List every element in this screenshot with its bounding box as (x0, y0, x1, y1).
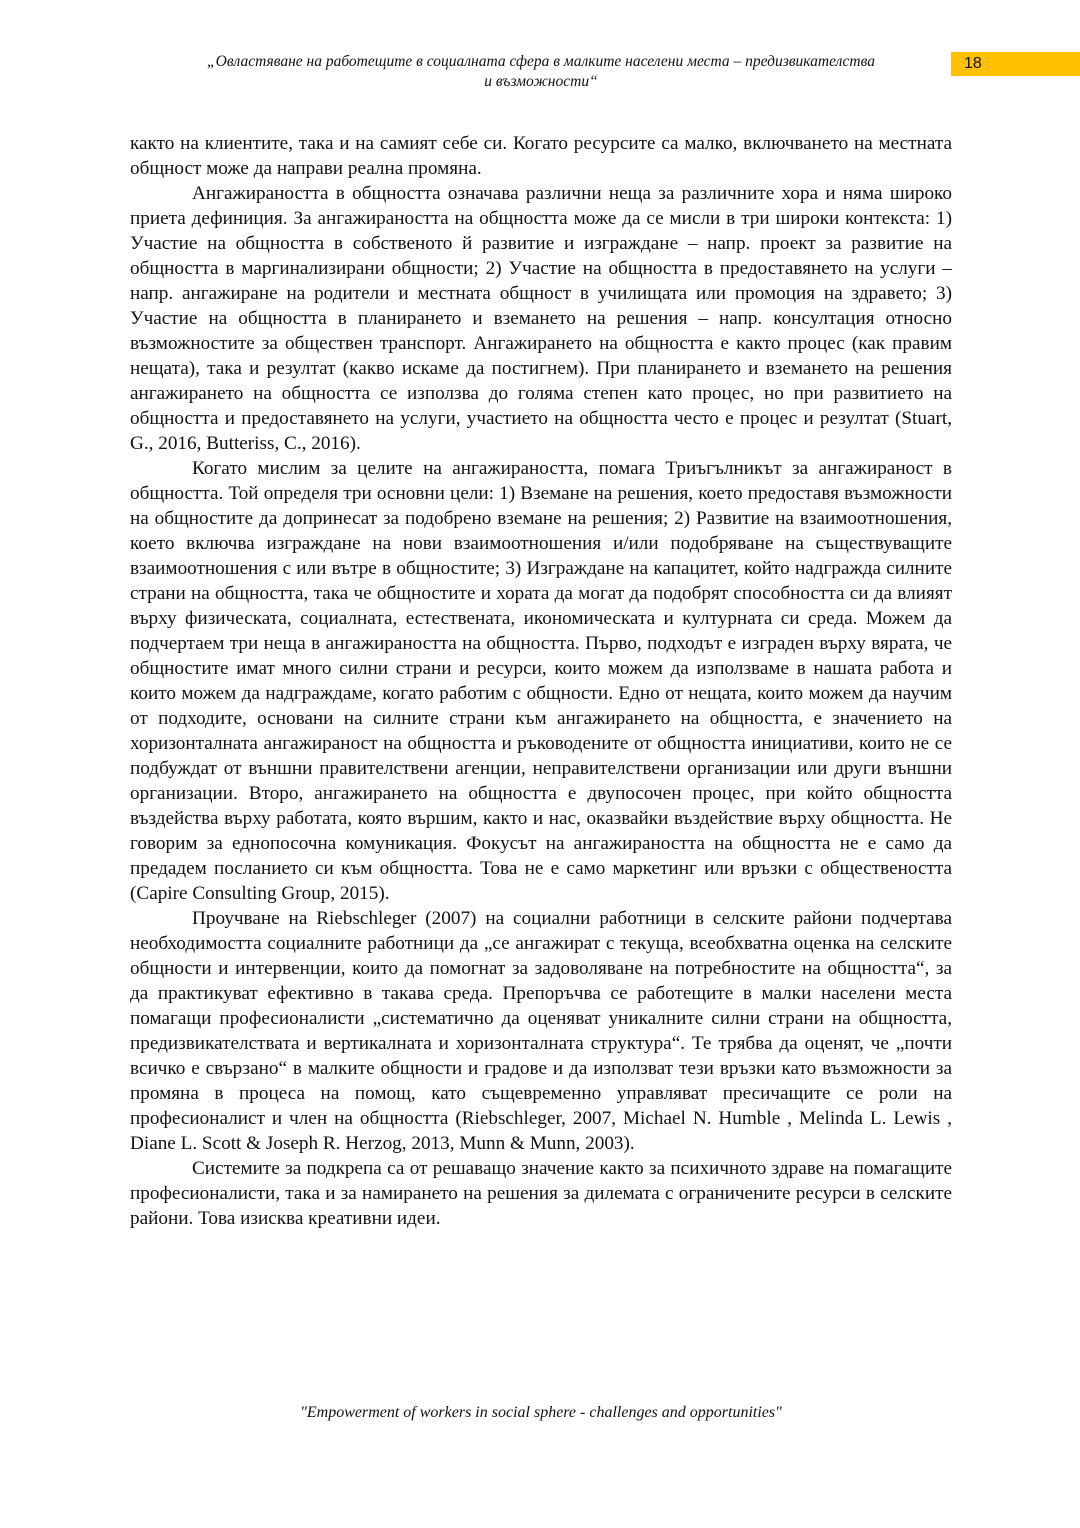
header-title-line-2: и възможности“ (484, 73, 598, 90)
running-header (130, 52, 952, 92)
header-title-line-1: „Овластяване на работещите в социалната сфера в малките населени места – предизвикателства (207, 53, 875, 70)
document-body (130, 131, 952, 1231)
paragraph-3: Когато мислим за целите на ангажираността, помага Триъгълникът за ангажираност в общността. Той определя три основни цели: 1) Вземане на решения, което предоставя възможности на общностите да допринесат за подобрено вземане на решения; 2) Развитие на взаимоотношения, което включва изграждане на нови взаимоотношения и/или подобряване на съществуващите взаимоотношения с или вътре в общностите; 3) Изграждане на капацитет, който надгражда силните страни на общността, така че общностите и хората да могат да подобрят способността си да влияят върху физическата, социалната, естествената, икономическата и културната си среда. Можем да подчертаем три неща в ангажираността на общността. Първо, подходът е изграден върху вярата, че общностите имат много силни страни и ресурси, които можем да използваме в нашата работа и които можем да надграждаме, когато работим с общности. Едно от нещата, които можем да научим от подходите, основани на силните страни към ангажирането на общността, е значението на хоризонталната ангажираност на общността и ръководените от общността инициативи, които не се подбуждат от външни правителствени агенции, неправителствени организации или други външни организации. Второ, ангажирането на общността е двупосочен процес, при който общността въздейства върху работата, която вършим, както и нас, оказвайки въздействие върху общността. Не говорим за еднопосочна комуникация. Фокусът на ангажираността на общността не е само да предадем посланието си към общността. Това не е само маркетинг или връзки с обществеността (Capire Consulting Group, 2015). (130, 458, 952, 904)
paragraph-5: Системите за подкрепа са от решаващо значение както за психичното здраве на помагащите професионалисти, така и за намирането на решения за дилемата с ограничените ресурси в селските райони. Това изисква креативни идеи. (130, 1158, 952, 1229)
running-footer: "Empowerment of workers in social sphere - challenges and opportunities" (300, 1404, 782, 1421)
paragraph-4: Проучване на Riebschleger (2007) на социални работници в селските райони подчертава необходимостта социалните работници да „се ангажират с текуща, всеобхватна оценка на селските общности и интервенции, които да помогнат за задоволяване на потребностите на общността“, за да практикуват ефективно в такава среда. Препоръчва се работещите в малки населени места помагащи професионалисти „систематично да оценяват уникалните силни страни на общността, предизвикателствата и вертикалната и хоризонталната структура“. Те трябва да оценят, че „почти всичко е свързано“ в малките общности и градове и да използват тези връзки като възможности за промяна в процеса на помощ, като същевременно управляват пресичащите се роли на професионалист и член на общността (Riebschleger, 2007, Michael N. Humble , Melinda L. Lewis , Diane L. Scott & Joseph R. Herzog, 2013, Munn & Munn, 2003). (130, 908, 952, 1154)
paragraph-1: както на клиентите, така и на самият себе си. Когато ресурсите са малко, включването на местната общност може да направи реална промяна. (130, 133, 952, 179)
page-number-badge: 18 (951, 52, 1080, 76)
paragraph-2: Ангажираността в общността означава различни неща за различните хора и няма широко приета дефиниция. За ангажираността на общността може да се мисли в три широки контекста: 1) Участие на общността в собственото й развитие и изграждане – напр. проект за развитие на общността в маргинализирани общности; 2) Участие на общността в предоставянето на услуги – напр. ангажиране на родители и местната общност в училищата или промоция на здравето; 3) Участие на общността в планирането и вземането на решения – напр. консултация относно възможностите за обществен транспорт. Ангажирането на общността е както процес (как правим нещата), така и резултат (какво искаме да постигнем). При планирането и вземането на решения ангажирането на общността се използва до голяма степен като процес, но при развитието на общността и предоставянето на услуги, участието на общността често е процес и резултат (Stuart, G., 2016, Butteriss, C., 2016). (130, 183, 952, 454)
